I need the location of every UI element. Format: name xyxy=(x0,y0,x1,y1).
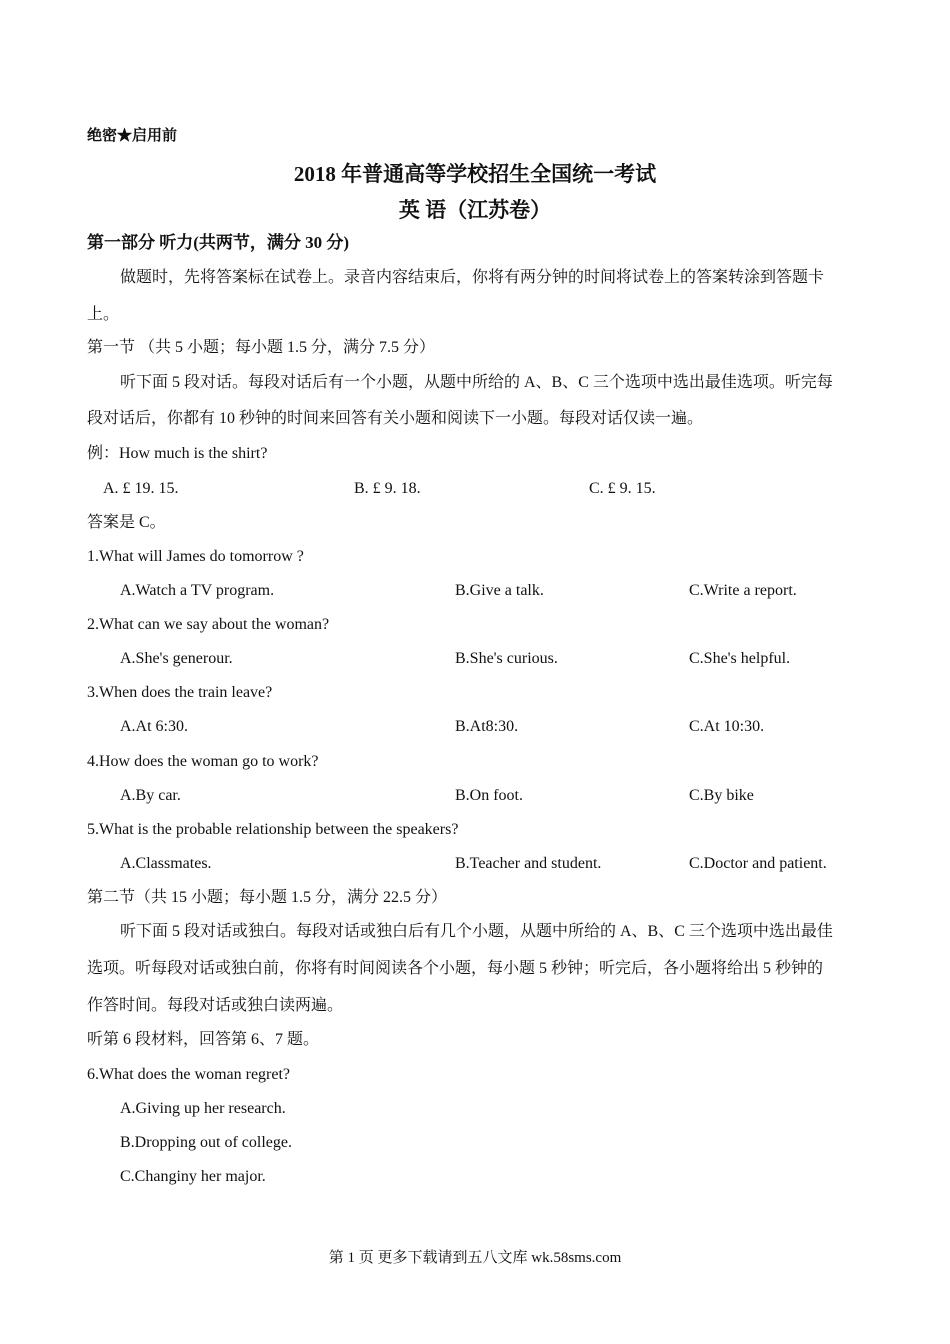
question-1: 1.What will James do tomorrow ? xyxy=(87,548,304,565)
question-2: 2.What can we say about the woman? xyxy=(87,616,330,633)
question-1-option-a: A.Watch a TV program. xyxy=(120,582,275,599)
question-2-option-a: A.She's generour. xyxy=(120,650,233,667)
question-1-option-c: C.Write a report. xyxy=(689,582,797,599)
example-option-b: B. £ 9. 18. xyxy=(354,480,421,497)
question-6-option-a: A.Giving up her research. xyxy=(120,1100,286,1117)
question-3: 3.When does the train leave? xyxy=(87,684,273,701)
material-6-note: 听第 6 段材料，回答第 6、7 题。 xyxy=(87,1031,320,1048)
question-5: 5.What is the probable relationship between the speakers? xyxy=(87,821,459,838)
section2-instruction-line2: 选项。听每段对话或独白前，你将有时间阅读各个小题，每小题 5 秒钟；听完后，各小题将给出 5 秒钟的 xyxy=(87,960,824,977)
exam-title: 2018 年普通高等学校招生全国统一考试 xyxy=(293,162,657,186)
question-3-option-c: C.At 10:30. xyxy=(689,718,765,735)
question-6: 6.What does the woman regret? xyxy=(87,1066,291,1083)
example-answer: 答案是 C。 xyxy=(87,514,166,531)
part1-intro-line2: 上。 xyxy=(87,306,120,323)
question-6-option-b: B.Dropping out of college. xyxy=(120,1134,292,1151)
section2-instruction-line1: 听下面 5 段对话或独白。每段对话或独白后有几个小题，从题中所给的 A、B、C 三个选项中选出最佳 xyxy=(120,923,833,940)
page-footer: 第 1 页 更多下载请到五八文库 wk.58sms.com xyxy=(328,1250,622,1266)
section1-instruction-line1: 听下面 5 段对话。每段对话后有一个小题，从题中所给的 A、B、C 三个选项中选出最佳选项。听完每 xyxy=(120,374,833,391)
section2-instruction-line3: 作答时间。每段对话或独白读两遍。 xyxy=(87,997,344,1014)
question-4-option-b: B.On foot. xyxy=(455,787,523,804)
question-5-option-a: A.Classmates. xyxy=(120,855,212,872)
exam-subtitle: 英 语（江苏卷） xyxy=(398,198,552,222)
question-4-option-a: A.By car. xyxy=(120,787,181,804)
example-option-a: A. £ 19. 15. xyxy=(103,480,179,497)
question-2-option-b: B.She's curious. xyxy=(455,650,558,667)
question-1-option-b: B.Give a talk. xyxy=(455,582,544,599)
question-6-option-c: C.Changiny her major. xyxy=(120,1168,266,1185)
section1-heading: 第一节 （共 5 小题；每小题 1.5 分，满分 7.5 分） xyxy=(87,339,436,356)
example-question: 例：How much is the shirt? xyxy=(87,445,268,462)
part1-heading: 第一部分 听力(共两节，满分 30 分) xyxy=(87,233,350,252)
example-option-c: C. £ 9. 15. xyxy=(589,480,656,497)
part1-intro-line1: 做题时，先将答案标在试卷上。录音内容结束后，你将有两分钟的时间将试卷上的答案转涂到答题卡 xyxy=(120,269,825,286)
question-4: 4.How does the woman go to work? xyxy=(87,753,319,770)
question-5-option-c: C.Doctor and patient. xyxy=(689,855,827,872)
confidential-label: 绝密★启用前 xyxy=(87,128,178,144)
question-3-option-a: A.At 6:30. xyxy=(120,718,188,735)
question-3-option-b: B.At8:30. xyxy=(455,718,519,735)
question-2-option-c: C.She's helpful. xyxy=(689,650,791,667)
section2-heading: 第二节（共 15 小题；每小题 1.5 分，满分 22.5 分） xyxy=(87,889,448,906)
question-4-option-c: C.By bike xyxy=(689,787,754,804)
question-5-option-b: B.Teacher and student. xyxy=(455,855,602,872)
section1-instruction-line2: 段对话后，你都有 10 秒钟的时间来回答有关小题和阅读下一小题。每段对话仅读一遍。 xyxy=(87,410,704,427)
